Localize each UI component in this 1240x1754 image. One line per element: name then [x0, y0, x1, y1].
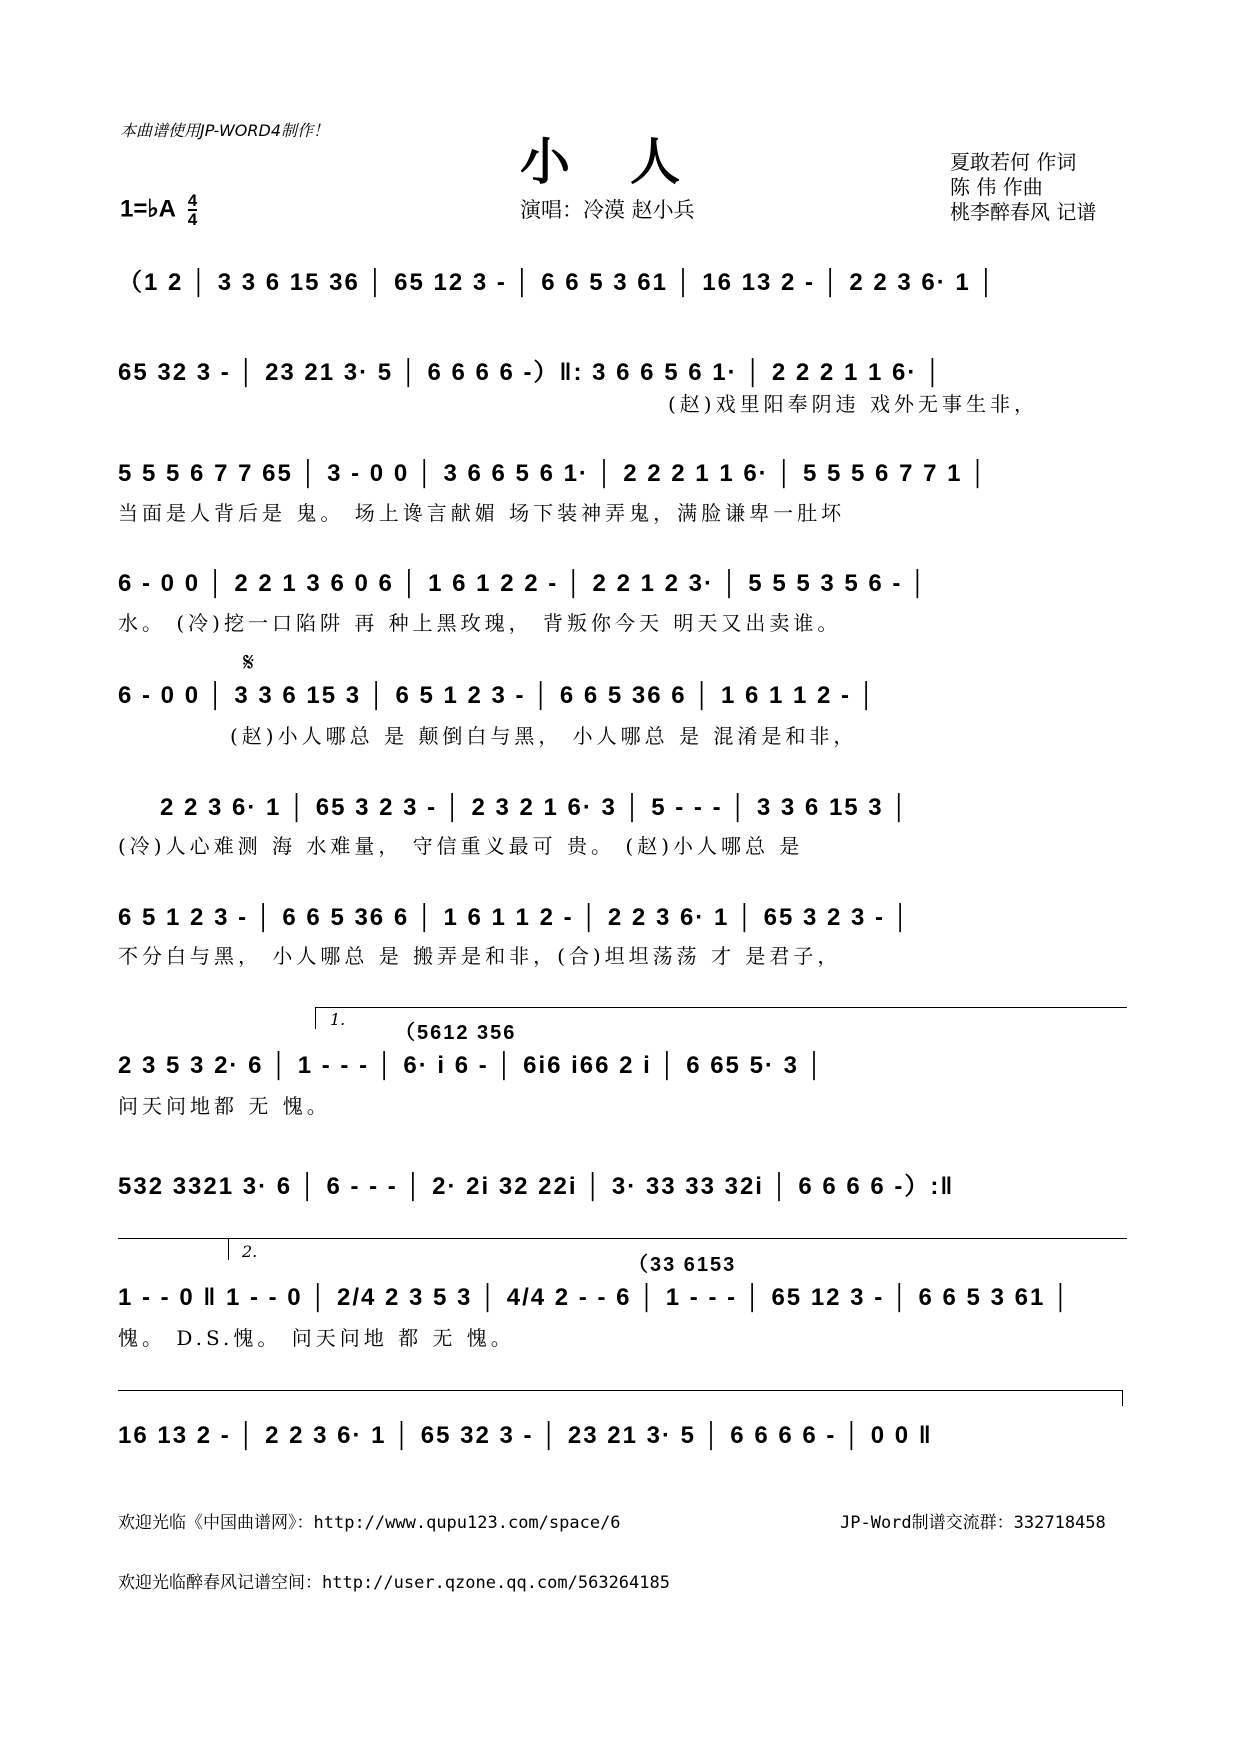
- score-row-8-lyric: 问天问地都 无 愧。: [118, 1094, 331, 1118]
- intro-bracket-2: （33 6153: [628, 1254, 737, 1276]
- volta-2-line: [118, 1238, 1127, 1239]
- score-row-10-lyric: 愧。 D.S.愧。 问天问地 都 无 愧。: [118, 1326, 515, 1350]
- score-row-8-notes: 2 3 5 3 2· 6 │ 1 - - - │ 6· i 6 - │ 6i6 i66 2 i │ 6 65 5· 3 │: [118, 1052, 825, 1079]
- volta-2-hook: [228, 1238, 229, 1260]
- score-row-11-notes: 16 13 2 - │ 2 2 3 6· 1 │ 65 32 3 - │ 23 21 3· 5 │ 6 6 6 6 - │ 0 0 ‖: [118, 1422, 933, 1449]
- score-row-9-notes: 532 3321 3· 6 │ 6 - - - │ 2· 2i 32 22i │ 3· 33 33 32i │ 6 6 6 6 -）:‖: [118, 1173, 955, 1200]
- score-row-3-notes: 5 5 5 6 7 7 65 │ 3 - 0 0 │ 3 6 6 5 6 1· │ 2 2 2 1 1 6· │ 5 5 5 6 7 7 1 │: [118, 460, 989, 487]
- key-signature: [120, 192, 197, 228]
- volta-1-line: [315, 1007, 1127, 1008]
- score-row-4-notes: 6 - 0 0 │ 2 2 1 3 6 0 6 │ 1 6 1 2 2 - │ 2 2 1 2 3· │ 5 5 5 3 5 6 - │: [118, 570, 929, 597]
- composer-credit: 陈 伟 作曲: [950, 175, 1043, 199]
- footer-site-link[interactable]: 欢迎光临《中国曲谱网》：http://www.qupu123.com/space/6: [118, 1513, 621, 1533]
- volta-1-hook: [315, 1007, 316, 1029]
- time-denominator: 4: [187, 210, 198, 229]
- score-row-6-lyric: (冷)人心难测 海 水难量， 守信重义最可 贵。 (赵)小人哪总 是: [118, 834, 804, 858]
- software-credit: 本曲谱使用JP-WORD4制作！: [120, 121, 330, 140]
- segno-sign: 𝄋: [243, 648, 255, 678]
- score-row-5-notes: 6 - 0 0 │ 3 3 6 15 3 │ 6 5 1 2 3 - │ 6 6 5 36 6 │ 1 6 1 1 2 - │: [118, 682, 877, 709]
- score-row-7-notes: 6 5 1 2 3 - │ 6 6 5 36 6 │ 1 6 1 1 2 - │ 2 2 3 6· 1 │ 65 3 2 3 - │: [118, 904, 911, 931]
- score-row-2-notes: 65 32 3 - │ 23 21 3· 5 │ 6 6 6 6 -）‖: 3 6 6 5 6 1· │ 2 2 2 1 1 6· │: [118, 359, 943, 386]
- page-title: 小人: [520, 132, 740, 191]
- author-credits: [950, 150, 1096, 225]
- ending-line: [118, 1390, 1123, 1391]
- transcriber-credit: 桃李醉春风 记谱: [950, 200, 1097, 224]
- score-row-1-notes: （1 2 │ 3 3 6 15 36 │ 65 12 3 - │ 6 6 5 3 61 │ 16 13 2 - │ 2 2 3 6· 1 │: [118, 269, 997, 296]
- score-row-7-lyric: 不分白与黑， 小人哪总 是 搬弄是和非，(合)坦坦荡荡 才 是君子，: [118, 944, 842, 968]
- score-row-4-lyric: 水。 (冷)挖一口陷阱 再 种上黑玫瑰， 背叛你今天 明天又出卖谁。: [118, 611, 842, 635]
- singer-credit: 演唱：冷漠 赵小兵: [520, 198, 695, 222]
- score-row-2-lyric: (赵)戏里阳奉阴违 戏外无事生非，: [668, 392, 1038, 416]
- time-numerator: 4: [187, 191, 198, 210]
- volta-1-label: 1.: [330, 1010, 346, 1029]
- lyricist-credit: 夏敢若何 作词: [950, 150, 1077, 174]
- footer-group-number: JP-Word制谱交流群：332718458: [840, 1513, 1106, 1533]
- footer-space-link[interactable]: 欢迎光临醉春风记谱空间：http://user.qzone.qq.com/563264185: [118, 1573, 670, 1593]
- key-label: 1=♭A: [120, 195, 176, 223]
- score-row-10-notes: 1 - - 0 ‖ 1 - - 0 │ 2/4 2 3 5 3 │ 4/4 2 - - 6 │ 1 - - - │ 65 12 3 - │ 6 6 5 3 61 │: [118, 1284, 1071, 1311]
- score-row-6-notes: 2 2 3 6· 1 │ 65 3 2 3 - │ 2 3 2 1 6· 3 │ 5 - - - │ 3 3 6 15 3 │: [160, 794, 910, 821]
- volta-2-label: 2.: [242, 1242, 258, 1261]
- score-row-5-lyric: (赵)小人哪总 是 颠倒白与黑， 小人哪总 是 混淆是和非，: [230, 724, 858, 748]
- score-row-3-lyric: 当面是人背后是 鬼。 场上谗言献媚 场下装神弄鬼，满脸谦卑一肚坏: [118, 501, 846, 525]
- intro-bracket-1: （5612 356: [395, 1022, 517, 1044]
- ending-hook: [1122, 1390, 1123, 1406]
- time-signature: [188, 192, 197, 228]
